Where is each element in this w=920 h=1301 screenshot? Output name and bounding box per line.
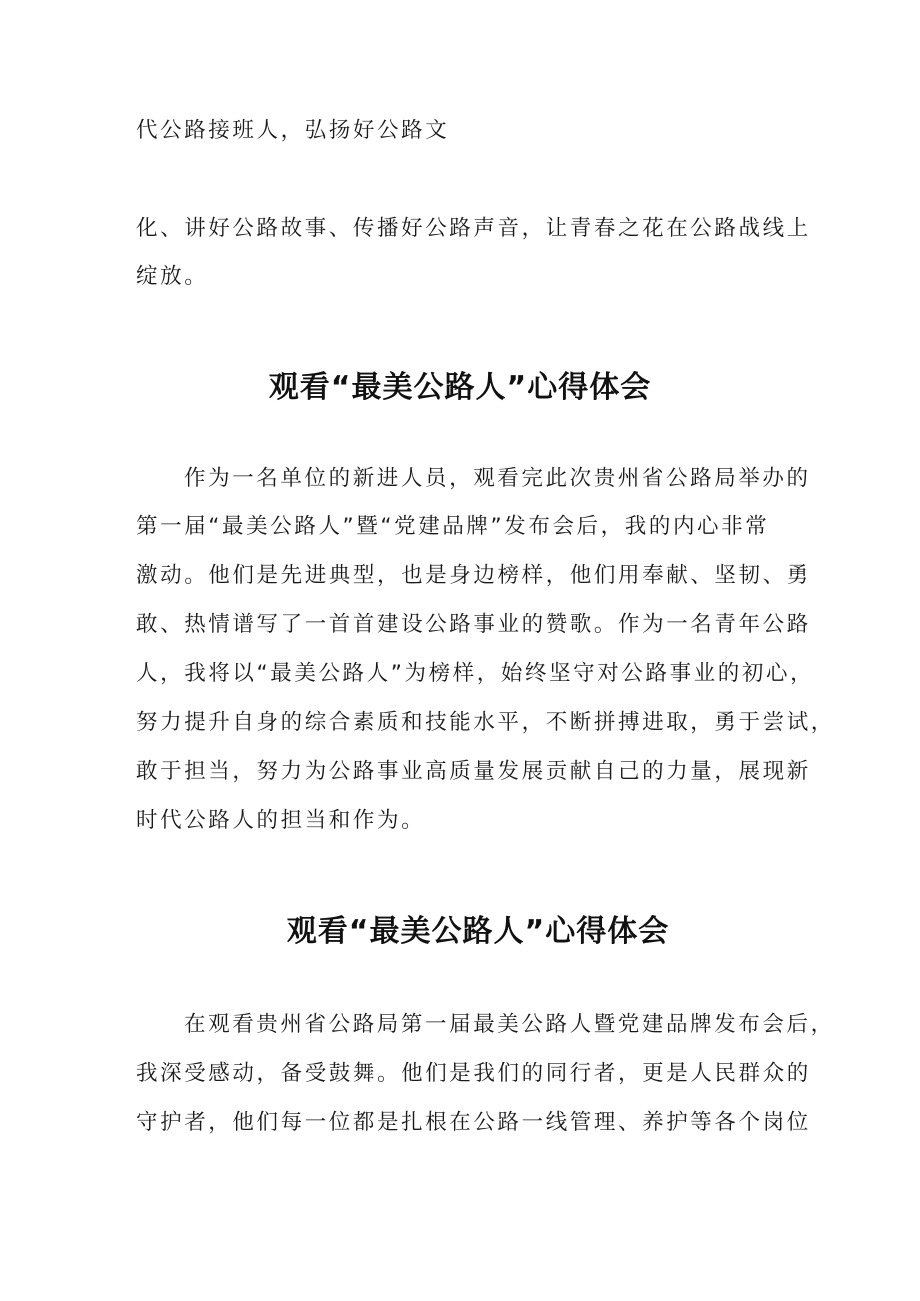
section1-line-6: 努力提升自身的综合素质和技能水平，不断拼搏进取，勇于尝试，	[136, 710, 835, 735]
section2-title: 观看“最美公路人”心得体会	[286, 914, 670, 949]
section1-line-1: 作为一名单位的新进人员，观看完此次贵州省公路局举办的	[184, 466, 811, 491]
section2-line-1: 在观看贵州省公路局第一届最美公路人暨党建品牌发布会后，	[184, 1012, 835, 1037]
section1-line-3: 激动。他们是先进典型，也是身边榜样，他们用奉献、坚韧、勇	[136, 563, 811, 588]
section2-line-2: 我深受感动，备受鼓舞。他们是我们的同行者，更是人民群众的	[136, 1061, 811, 1086]
intro-line-3: 绽放。	[136, 264, 209, 289]
intro-line-2: 化、讲好公路故事、传播好公路声音，让青春之花在公路战线上	[136, 216, 811, 241]
section1-line-8: 时代公路人的担当和作为。	[136, 808, 426, 833]
section2-line-3: 守护者，他们每一位都是扎根在公路一线管理、养护等各个岗位	[136, 1110, 811, 1135]
section1-title: 观看“最美公路人”心得体会	[268, 370, 652, 405]
intro-line-1: 代公路接班人，弘扬好公路文	[136, 118, 450, 143]
section1-line-7: 敢于担当，努力为公路事业高质量发展贡献自己的力量，展现新	[136, 759, 811, 784]
section1-line-2: 第一届“最美公路人”暨“党建品牌”发布会后，我的内心非常	[136, 514, 770, 539]
section1-line-4: 敢、热情谱写了一首首建设公路事业的赞歌。作为一名青年公路	[136, 612, 811, 637]
section1-line-5: 人，我将以“最美公路人”为榜样，始终坚守对公路事业的初心，	[136, 661, 815, 686]
